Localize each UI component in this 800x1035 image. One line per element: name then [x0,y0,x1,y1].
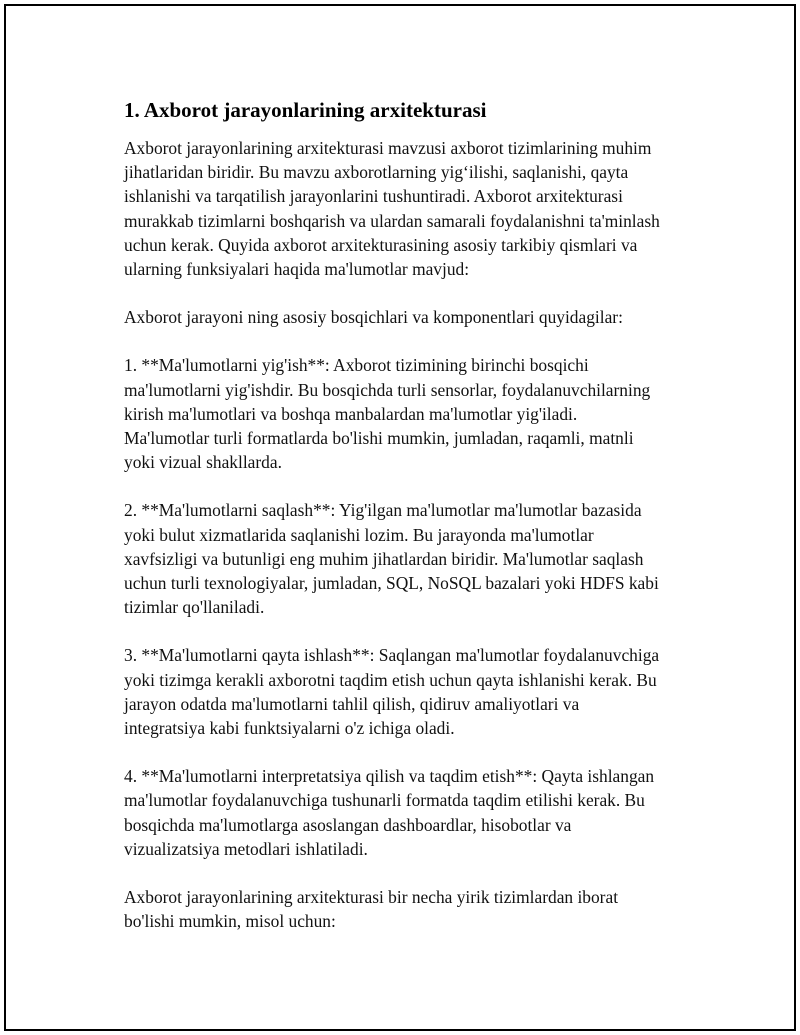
text-line: tizimlar qo'llaniladi. [124,597,265,618]
text-line: ularning funksiyalari haqida ma'lumotlar mavjud: [124,259,470,280]
paragraph-intro [124,136,702,281]
text-line: uchun kerak. Quyida axborot arxitekturasining asosiy tarkibiy qismlari va [124,234,638,255]
text-line: 3. **Ma'lumotlarni qayta ishlash**: Saqlangan ma'lumotlar foydalanuvchiga [124,645,660,666]
text-line: jihatlaridan biridir. Bu mavzu axborotlarning yig‘ilishi, saqlanishi, qayta [124,162,629,183]
text-line: bosqichda ma'lumotlarga asoslangan dashboardlar, hisobotlar va [124,814,572,835]
paragraph-stages-intro [124,305,702,329]
text-line: Axborot jarayonlarining arxitekturasi bir necha yirik tizimlardan iborat [124,887,619,908]
text-line: yoki bulut xizmatlarida saqlanishi lozim. Bu jarayonda ma'lumotlar [124,524,594,545]
text-line: bo'lishi mumkin, misol uchun: [124,911,336,932]
document-body [122,96,702,957]
text-line: kirish ma'lumotlari va boshqa manbalardan ma'lumotlar yig'iladi. [124,403,578,424]
text-line: 1. **Ma'lumotlarni yig'ish**: Axborot tizimining birinchi bosqichi [124,355,589,376]
text-line: integratsiya kabi funktsiyalarni o'z ichiga oladi. [124,718,455,739]
paragraph-step-1 [124,353,702,474]
text-line: murakkab tizimlarni boshqarish va ulardan samarali foydalanishni ta'minlash [124,210,660,231]
text-line: jarayon odatda ma'lumotlarni tahlil qilish, qidiruv amaliyotlari va [124,693,580,714]
text-line: Axborot jarayoni ning asosiy bosqichlari va komponentlari quyidagilar: [124,307,623,328]
paragraph-conclusion [124,885,702,933]
text-line: yoki vizual shakllarda. [124,452,282,473]
text-line: Ma'lumotlar turli formatlarda bo'lishi mumkin, jumladan, raqamli, matnli [124,428,634,449]
text-line: yoki tizimga kerakli axborotni taqdim etish uchun qayta ishlanishi kerak. Bu [124,669,657,690]
text-line: ma'lumotlar foydalanuvchiga tushunarli formatda taqdim etilishi kerak. Bu [124,790,645,811]
text-line: xavfsizligi va butunligi eng muhim jihatlardan biridir. Ma'lumotlar saqlash [124,548,644,569]
text-line: ishlanishi va tarqatilish jarayonlarini tushuntiradi. Axborot arxitekturasi [124,186,623,207]
text-line: 4. **Ma'lumotlarni interpretatsiya qilish va taqdim etish**: Qayta ishlangan [124,766,655,787]
paragraph-step-4 [124,764,702,861]
page-title: 1. Axborot jarayonlarining arxitekturasi [124,98,487,122]
page-frame [4,4,796,1031]
paragraph-step-2 [124,498,702,619]
text-line: Axborot jarayonlarining arxitekturasi mavzusi axborot tizimlarining muhim [124,138,652,158]
text-line: ma'lumotlarni yig'ishdir. Bu bosqichda turli sensorlar, foydalanuvchilarning [124,379,651,400]
text-line: 2. **Ma'lumotlarni saqlash**: Yig'ilgan ma'lumotlar ma'lumotlar bazasida [124,500,642,521]
text-line: uchun turli texnologiyalar, jumladan, SQL, NoSQL bazalari yoki HDFS kabi [124,573,659,594]
text-line: vizualizatsiya metodlari ishlatiladi. [124,838,368,859]
paragraph-step-3 [124,643,702,740]
